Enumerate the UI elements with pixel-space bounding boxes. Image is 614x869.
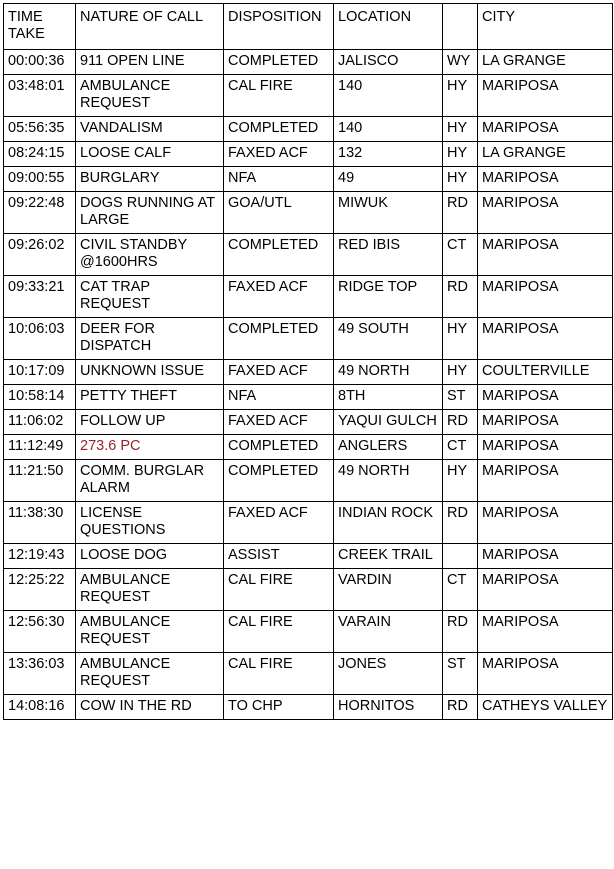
- cell-nature: 273.6 PC: [76, 435, 224, 460]
- cell-location: VARAIN: [334, 611, 443, 653]
- cell-city: COULTERVILLE: [478, 360, 613, 385]
- cell-nature: COMM. BURGLAR ALARM: [76, 460, 224, 502]
- cell-disposition: FAXED ACF: [224, 142, 334, 167]
- cell-time: 09:00:55: [4, 167, 76, 192]
- cell-nature: LOOSE CALF: [76, 142, 224, 167]
- cell-disposition: NFA: [224, 167, 334, 192]
- cell-disposition: CAL FIRE: [224, 569, 334, 611]
- cell-nature: AMBULANCE REQUEST: [76, 611, 224, 653]
- cell-suffix: ST: [443, 653, 478, 695]
- table-row: [4, 360, 613, 385]
- cell-location: 49 NORTH: [334, 460, 443, 502]
- cell-disposition: FAXED ACF: [224, 502, 334, 544]
- cell-location: 49 SOUTH: [334, 318, 443, 360]
- table-row: [4, 142, 613, 167]
- table-row: [4, 611, 613, 653]
- table-row: [4, 385, 613, 410]
- cell-suffix: HY: [443, 75, 478, 117]
- cell-time: 12:25:22: [4, 569, 76, 611]
- cell-time: 09:26:02: [4, 234, 76, 276]
- cell-city: MARIPOSA: [478, 192, 613, 234]
- cell-suffix: CT: [443, 569, 478, 611]
- cell-disposition: ASSIST: [224, 544, 334, 569]
- cell-suffix: [443, 544, 478, 569]
- cell-time: 00:00:36: [4, 50, 76, 75]
- cell-location: HORNITOS: [334, 695, 443, 720]
- cell-nature: FOLLOW UP: [76, 410, 224, 435]
- cell-suffix: RD: [443, 192, 478, 234]
- cell-city: MARIPOSA: [478, 167, 613, 192]
- cell-time: 10:58:14: [4, 385, 76, 410]
- cell-location: 140: [334, 117, 443, 142]
- cell-time: 09:22:48: [4, 192, 76, 234]
- cell-disposition: FAXED ACF: [224, 276, 334, 318]
- cell-disposition: COMPLETED: [224, 117, 334, 142]
- cell-time: 12:19:43: [4, 544, 76, 569]
- cell-nature: CAT TRAP REQUEST: [76, 276, 224, 318]
- cell-time: 11:21:50: [4, 460, 76, 502]
- cell-nature: AMBULANCE REQUEST: [76, 653, 224, 695]
- table-row: [4, 192, 613, 234]
- table-row: [4, 234, 613, 276]
- cell-location: INDIAN ROCK: [334, 502, 443, 544]
- cell-city: MARIPOSA: [478, 234, 613, 276]
- cell-nature: CIVIL STANDBY @1600HRS: [76, 234, 224, 276]
- cell-suffix: WY: [443, 50, 478, 75]
- cell-time: 12:56:30: [4, 611, 76, 653]
- cell-nature: LOOSE DOG: [76, 544, 224, 569]
- header-city: CITY: [478, 4, 613, 50]
- cell-city: MARIPOSA: [478, 410, 613, 435]
- cell-time: 11:12:49: [4, 435, 76, 460]
- cell-disposition: TO CHP: [224, 695, 334, 720]
- cell-location: 49 NORTH: [334, 360, 443, 385]
- cell-time: 10:06:03: [4, 318, 76, 360]
- cell-location: ANGLERS: [334, 435, 443, 460]
- cell-disposition: CAL FIRE: [224, 611, 334, 653]
- cell-location: MIWUK: [334, 192, 443, 234]
- table-row: [4, 502, 613, 544]
- cell-suffix: HY: [443, 460, 478, 502]
- cell-city: MARIPOSA: [478, 544, 613, 569]
- cell-location: JALISCO: [334, 50, 443, 75]
- cell-time: 14:08:16: [4, 695, 76, 720]
- table-row: [4, 276, 613, 318]
- cell-city: LA GRANGE: [478, 50, 613, 75]
- cell-suffix: RD: [443, 695, 478, 720]
- cell-disposition: COMPLETED: [224, 234, 334, 276]
- table-row: [4, 653, 613, 695]
- cell-disposition: COMPLETED: [224, 318, 334, 360]
- cell-city: MARIPOSA: [478, 611, 613, 653]
- cell-nature: COW IN THE RD: [76, 695, 224, 720]
- cell-city: MARIPOSA: [478, 569, 613, 611]
- cell-nature: BURGLARY: [76, 167, 224, 192]
- table-row: [4, 167, 613, 192]
- cell-disposition: CAL FIRE: [224, 653, 334, 695]
- cell-disposition: COMPLETED: [224, 435, 334, 460]
- cell-disposition: CAL FIRE: [224, 75, 334, 117]
- cell-suffix: HY: [443, 117, 478, 142]
- cell-nature: AMBULANCE REQUEST: [76, 569, 224, 611]
- cell-location: 140: [334, 75, 443, 117]
- cell-city: MARIPOSA: [478, 318, 613, 360]
- header-location: LOCATION: [334, 4, 443, 50]
- header-row: [4, 4, 613, 50]
- table-row: [4, 569, 613, 611]
- table-row: [4, 75, 613, 117]
- cell-suffix: RD: [443, 502, 478, 544]
- header-disposition: DISPOSITION: [224, 4, 334, 50]
- table-row: [4, 544, 613, 569]
- cell-suffix: HY: [443, 360, 478, 385]
- cell-nature: 911 OPEN LINE: [76, 50, 224, 75]
- cell-location: 132: [334, 142, 443, 167]
- cell-time: 09:33:21: [4, 276, 76, 318]
- cell-disposition: COMPLETED: [224, 50, 334, 75]
- cell-location: VARDIN: [334, 569, 443, 611]
- cell-location: JONES: [334, 653, 443, 695]
- header-suffix: [443, 4, 478, 50]
- table-row: [4, 117, 613, 142]
- cell-time: 10:17:09: [4, 360, 76, 385]
- cell-time: 13:36:03: [4, 653, 76, 695]
- cell-suffix: RD: [443, 611, 478, 653]
- header-time: TIME TAKE: [4, 4, 76, 50]
- cell-nature: VANDALISM: [76, 117, 224, 142]
- cell-nature: DOGS RUNNING AT LARGE: [76, 192, 224, 234]
- cell-time: 11:38:30: [4, 502, 76, 544]
- cell-city: MARIPOSA: [478, 276, 613, 318]
- cell-suffix: ST: [443, 385, 478, 410]
- cell-location: RIDGE TOP: [334, 276, 443, 318]
- cell-location: CREEK TRAIL: [334, 544, 443, 569]
- cell-suffix: HY: [443, 142, 478, 167]
- cell-location: 49: [334, 167, 443, 192]
- cell-city: MARIPOSA: [478, 75, 613, 117]
- cell-nature: PETTY THEFT: [76, 385, 224, 410]
- cell-location: RED IBIS: [334, 234, 443, 276]
- cell-time: 11:06:02: [4, 410, 76, 435]
- cell-nature: AMBULANCE REQUEST: [76, 75, 224, 117]
- cell-nature: LICENSE QUESTIONS: [76, 502, 224, 544]
- cell-city: MARIPOSA: [478, 435, 613, 460]
- cell-disposition: GOA/UTL: [224, 192, 334, 234]
- cell-time: 08:24:15: [4, 142, 76, 167]
- call-log-table: [3, 3, 613, 720]
- cell-city: MARIPOSA: [478, 502, 613, 544]
- cell-disposition: NFA: [224, 385, 334, 410]
- cell-time: 05:56:35: [4, 117, 76, 142]
- table-row: [4, 410, 613, 435]
- cell-suffix: RD: [443, 276, 478, 318]
- cell-nature: DEER FOR DISPATCH: [76, 318, 224, 360]
- cell-suffix: RD: [443, 410, 478, 435]
- cell-disposition: FAXED ACF: [224, 410, 334, 435]
- cell-city: CATHEYS VALLEY: [478, 695, 613, 720]
- cell-city: LA GRANGE: [478, 142, 613, 167]
- cell-city: MARIPOSA: [478, 653, 613, 695]
- table-row: [4, 318, 613, 360]
- cell-suffix: CT: [443, 234, 478, 276]
- cell-city: MARIPOSA: [478, 385, 613, 410]
- header-nature: NATURE OF CALL: [76, 4, 224, 50]
- cell-nature: UNKNOWN ISSUE: [76, 360, 224, 385]
- cell-disposition: FAXED ACF: [224, 360, 334, 385]
- cell-city: MARIPOSA: [478, 460, 613, 502]
- table-row: [4, 50, 613, 75]
- table-row: [4, 435, 613, 460]
- cell-time: 03:48:01: [4, 75, 76, 117]
- table-row: [4, 695, 613, 720]
- cell-suffix: CT: [443, 435, 478, 460]
- cell-suffix: HY: [443, 167, 478, 192]
- cell-city: MARIPOSA: [478, 117, 613, 142]
- cell-location: 8TH: [334, 385, 443, 410]
- cell-location: YAQUI GULCH: [334, 410, 443, 435]
- cell-disposition: COMPLETED: [224, 460, 334, 502]
- table-row: [4, 460, 613, 502]
- cell-suffix: HY: [443, 318, 478, 360]
